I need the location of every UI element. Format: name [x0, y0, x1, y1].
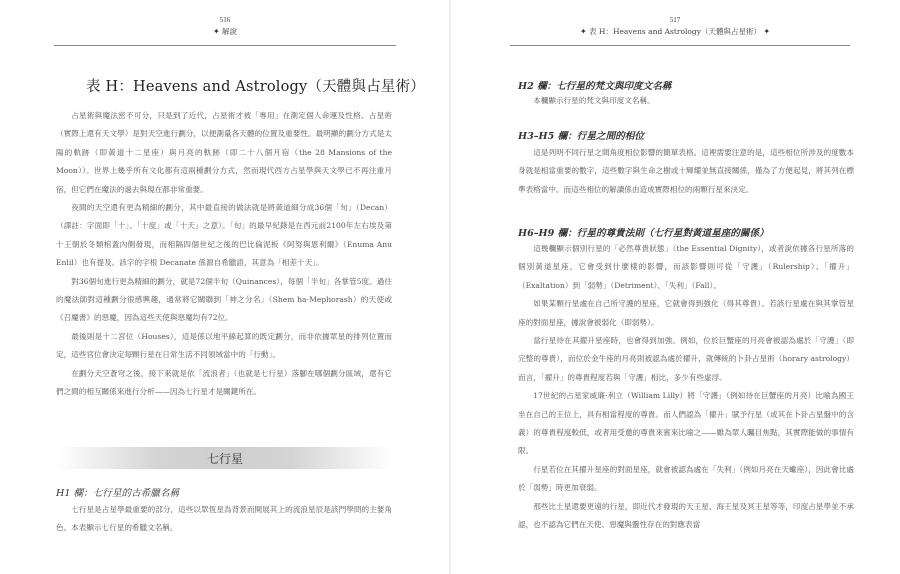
star-ornament-icon: ✦	[763, 26, 771, 36]
left-header	[0, 15, 450, 38]
right-running-head: 表 H：Heavens and Astrology（天體與占星術）	[589, 26, 761, 36]
h1-heading: H1 欄：七行星的古希臘名稱	[56, 488, 180, 499]
paragraph: 占星術與魔法密不可分，只是到了近代，占星術才被「專用」在測定個人命運及性格。占星術（實際上還有天文學）是對天空進行劃分，以便測量各天體的位置及重要性。最明顯的劃分方式是太陽的軌跡（即黃道十二星座）與月亮的軌跡（即二十八個月宿（the 28 Mansions of the Moon））。世界上幾乎所有文化都有這兩種劃分方式，然而現代西方占星學與天文學已不再注重月宿，但它們在魔法的過去與現在都非常重要。	[56, 111, 392, 194]
h2-heading: H2 欄：七行星的梵文與印度文名稱	[518, 81, 672, 92]
page-title: 表 H：Heavens and Astrology（天體與占星術）	[86, 79, 426, 95]
paragraph: 本欄顯示行星的梵文與印度文名稱。	[533, 96, 655, 105]
paragraph: 如果某顆行星處在自己所守護的星座，它就會得到強化（得其尊貴）。若該行星處在與其掌管星座的對面星座，據說會被弱化（即弱勢）。	[518, 299, 854, 327]
right-page	[450, 0, 900, 574]
h1-text	[56, 501, 392, 538]
paragraph: 七行星是占星學最重要的部分，這些以眾恆星為背景而開展其上的流浪星辰是該門學問的主要角色。本表顯示七行星的希臘文名稱。	[56, 505, 392, 533]
paragraph: 行星若位在其擢升星座的對面星座，就會被認為處在「失利」（例如月亮在天蠍座），因此會比處於「弱勢」時更加衰弱。	[518, 464, 854, 493]
section-heading: 七行星	[206, 452, 243, 466]
paragraph: 夜間的天空還有更為精細的劃分，其中最直接的做法就是將黃道細分成36個「旬」（Decan）（譯註：字面即「十」、「十度」或「十天」之意）。「旬」的最早紀錄是在西元前2100年左右埃及第十王朝於冬類棺蓋內側發現，而相隔四個世紀之後的巴比倫泥板《阿努與恩利爾》（Enuma Anu Enlil）也有提及。該字的字根 Decanate 係源自希臘語，其意為「相差十天」。	[56, 203, 392, 268]
paragraph: 17世紀的占星家威廉·利立（William Lilly）將「守護」（例如待在巨蟹座的月亮）比喻為國王坐在自己的王位上，具有相當程度的尊貴。而人們認為「擢升」賦予行星（或其在卜卦占星盤中的含義）的尊貴程度較低，或者用受邀的尊貴來賓來比喻之——雖為眾人矚目焦點，其實際能做的事情有限。	[518, 391, 854, 456]
h6-heading: H6–H9 欄：行星的尊貴法則（七行星對黃道星座的關係）	[518, 228, 769, 239]
paragraph: 最後則是十二宮位（Houses），這是係以地平線起算的既定劃分，而非依據眾星的排列位置而定，這些宮位會決定每顆行星在日常生活不同領域當中的「行動」。	[56, 331, 392, 360]
paragraph: 這是列明不同行星之間角度相位影響的簡單表格。這裡需要注意的是，這些相位所涉及的度數本身就是相當重要的數字，這些數字與生命之樹或十輝耀並無直接關係，僅為了方便起見，將其列在標準表格當中。而這些相位的解讀係由造成實際相位的兩顆行星來決定。	[518, 148, 854, 194]
paragraph: 當行星待在其擢升星座時，也會得到加強。例如，位於巨蟹座的月亮會被認為處於「守護」（即完整的尊貴），而位於金牛座的月亮則被認為處於擢升，就傳統的卜卦占星術（horary astrology）而言，「擢升」的尊貴程度若與「守護」相比，多少有些虛浮。	[518, 336, 854, 382]
h6-text	[518, 240, 854, 535]
paragraph: 在劃分天空蒼穹之後，接下來就是依「流浪者」（也就是七行星）落腳在哪個劃分區域，還有它們之間的相互關係來進行分析——因為七行星才是關鍵所在。	[56, 368, 392, 397]
right-header-rule	[510, 45, 850, 46]
star-ornament-icon: ✦	[579, 26, 587, 36]
h3-text	[518, 144, 854, 199]
right-page-number: 517	[669, 16, 681, 24]
paragraph: 那些比土星還要更遠的行星，即近代才發現的天王星、海王星及冥王星等等，印度占星學並不承認，也不認為它們在天使、惡魔與靈性存在的對應表當	[518, 501, 854, 530]
paragraph: 對36個旬進行更為精細的劃分，就是72個半旬（Quinances），每個「半旬」各掌管5度。過往的魔法師對這種劃分很感興趣，通常將它關聯到「神之分名」（Shem ha-Mephorash）的天使或《召魔書》的惡魔，因為這些天使與惡魔均有72位。	[56, 276, 392, 323]
section-heading-band	[58, 447, 392, 469]
left-page-number: 516	[219, 16, 231, 24]
right-header	[450, 15, 900, 38]
left-intro-text	[56, 107, 392, 402]
h2-text	[518, 92, 854, 110]
h3-heading: H3–H5 欄：行星之間的相位	[518, 131, 644, 142]
star-ornament-icon: ✦	[212, 26, 220, 36]
left-running-head: 解說	[222, 26, 238, 36]
left-header-rule	[54, 45, 396, 46]
paragraph: 這幾欄顯示個別行星的「必然尊貴狀態」（the Essential Dignity），或者說依據各行星所落的個別黃道星座，它會受到什麼樣的影響，而該影響則可從「守護」（Rulership）、「擢升」（Exaltation）到「弱勢」（Detriment）、「失利」（Fall）。	[518, 244, 854, 290]
